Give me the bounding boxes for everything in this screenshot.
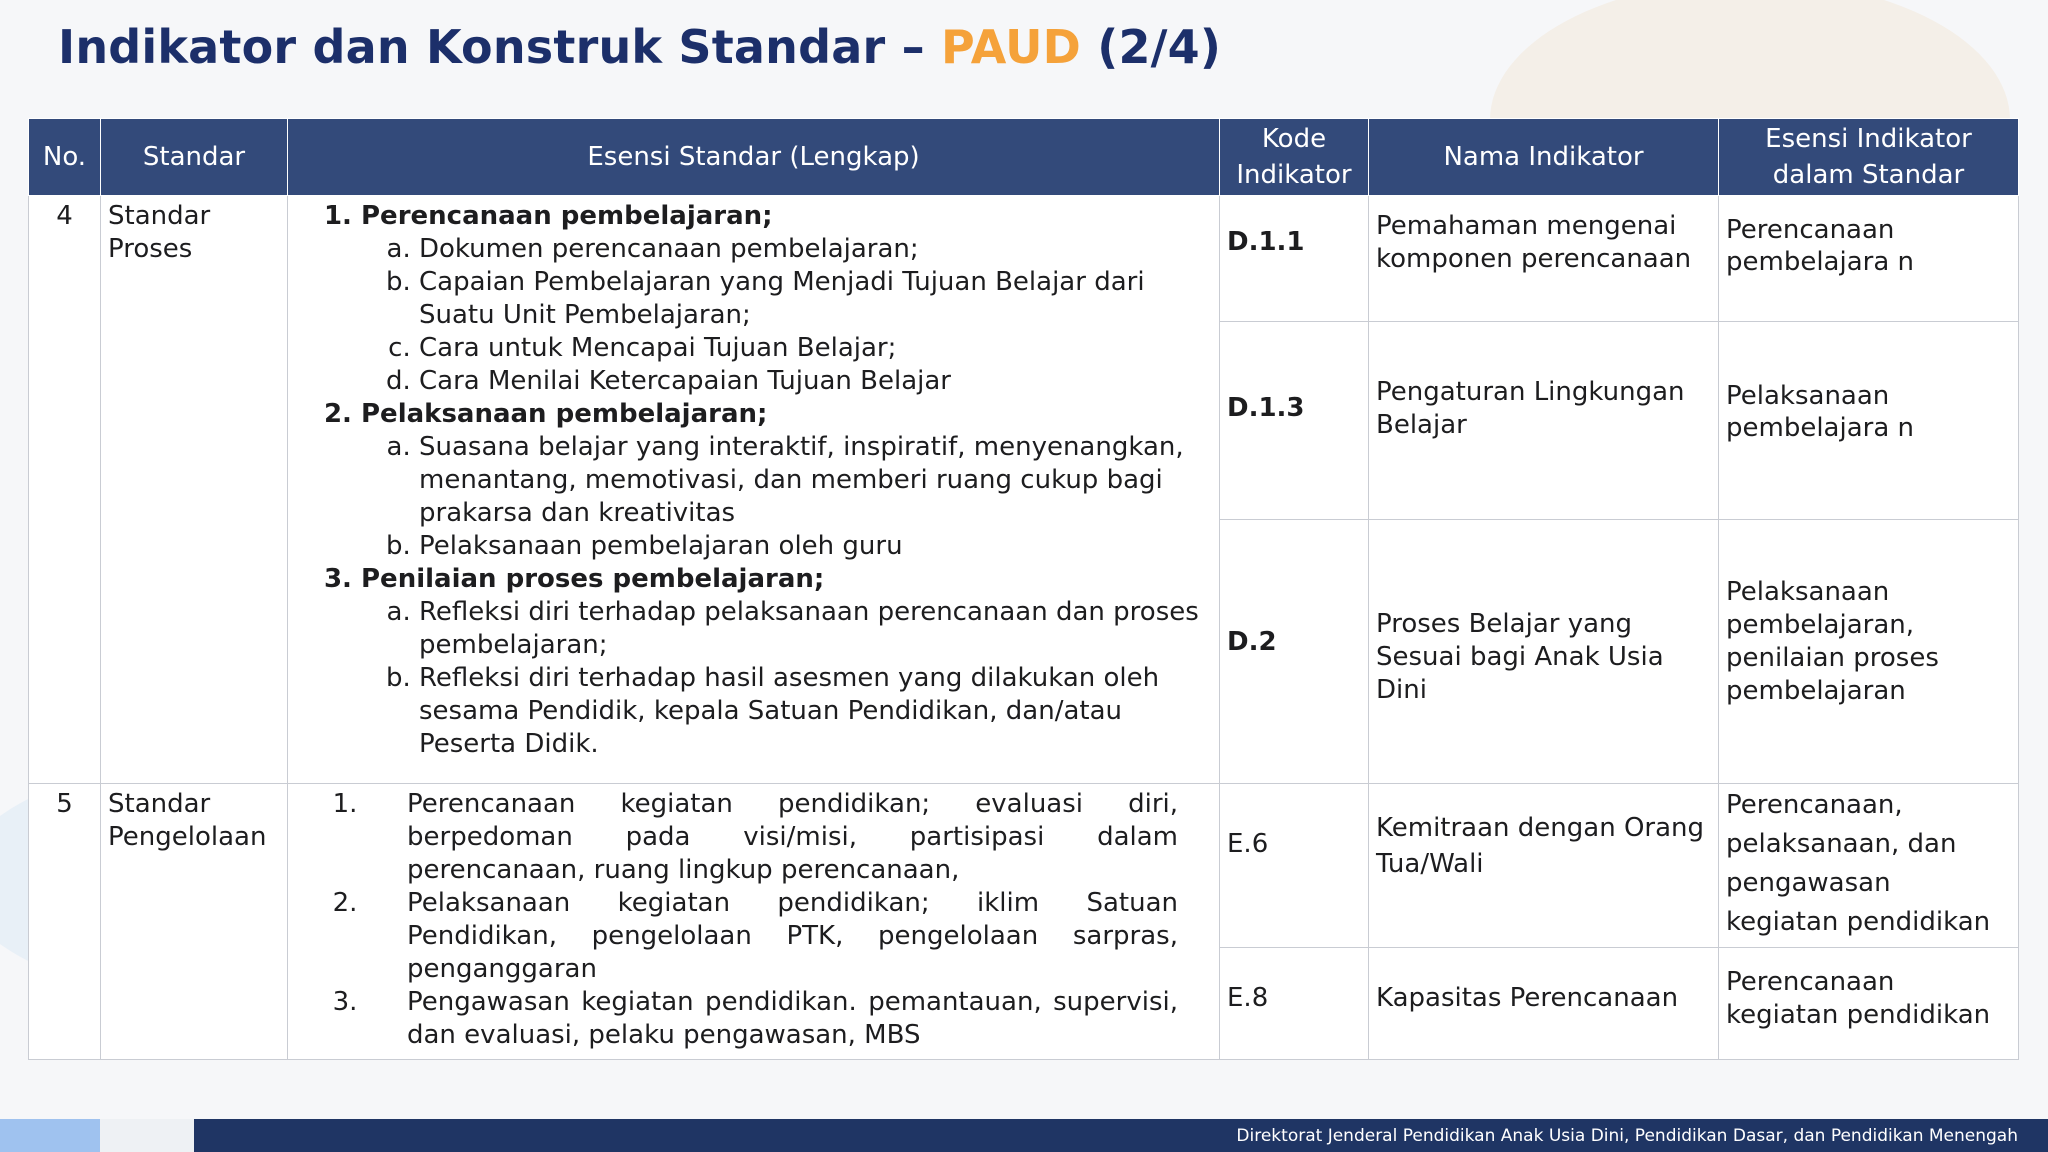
kode-indikator: D.1.3 xyxy=(1220,322,1369,520)
header-standar: Standar xyxy=(101,119,288,196)
list-item: d. Cara Menilai Ketercapaian Tujuan Belajar xyxy=(419,365,1212,398)
esensi-indikator: Perencanaan kegiatan pendidikan xyxy=(1719,948,2019,1060)
nama-indikator: Proses Belajar yang Sesuai bagi Anak Usia Dini xyxy=(1369,520,1719,784)
list-item: c. Cara untuk Mencapai Tujuan Belajar; xyxy=(419,332,1212,365)
header-esensi-standar: Esensi Standar (Lengkap) xyxy=(288,119,1220,196)
header-no: No. xyxy=(29,119,101,196)
esensi-standar-cell xyxy=(288,784,1220,1060)
list-item: b. Pelaksanaan pembelajaran oleh guru xyxy=(419,530,1212,563)
indicator-table xyxy=(28,118,2019,1060)
row-number: 5 xyxy=(29,784,101,1060)
esensi-indikator: Pelaksanaan pembelajara n xyxy=(1719,322,2019,520)
header-esensi-indikator: Esensi Indikator dalam Standar xyxy=(1719,119,2019,196)
list-item: 2. Pelaksanaan pembelajaran; a. Suasana belajar yang interaktif, inspiratif, menyenangkan, menantang, memotivasi, dan memberi ruang cukup bagi prakarsa dan kreativitas b. Pelaksanaan pembelajaran oleh guru xyxy=(361,398,1212,563)
table-row xyxy=(29,784,2019,948)
nama-indikator: Pemahaman mengenai komponen perencanaan xyxy=(1369,196,1719,322)
list-item: a. Refleksi diri terhadap pelaksanaan perencanaan dan proses pembelajaran; xyxy=(419,596,1212,662)
title-accent: PAUD xyxy=(941,20,1082,74)
nama-indikator: Pengaturan Lingkungan Belajar xyxy=(1369,322,1719,520)
header-kode-indikator: Kode Indikator xyxy=(1220,119,1369,196)
esensi-indikator: Perencanaan pembelajara n xyxy=(1719,196,2019,322)
list-item: 3. Pengawasan kegiatan pendidikan. pemantauan, supervisi, dan evaluasi, pelaku pengawasan, MBS xyxy=(407,986,1212,1052)
footer-accent-light xyxy=(0,1119,100,1152)
esensi-indikator: Perencanaan, pelaksanaan, dan pengawasan kegiatan pendidikan xyxy=(1719,784,2019,948)
nama-indikator: Kemitraan dengan Orang Tua/Wali xyxy=(1369,784,1719,948)
list-item: 3. Penilaian proses pembelajaran; a. Refleksi diri terhadap pelaksanaan perencanaan dan proses pembelajaran; b. Refleksi diri terhadap hasil asesmen yang dilakukan oleh sesama Pendidik, kepala Satuan Pendidikan, dan/atau Peserta Didik. xyxy=(361,563,1212,761)
list-item: a. Suasana belajar yang interaktif, inspiratif, menyenangkan, menantang, memotivasi, dan memberi ruang cukup bagi prakarsa dan kreativitas xyxy=(419,431,1212,530)
kode-indikator: D.1.1 xyxy=(1220,196,1369,322)
esensi-standar-cell xyxy=(288,196,1220,784)
kode-indikator: E.8 xyxy=(1220,948,1369,1060)
row-number: 4 xyxy=(29,196,101,784)
esensi-list xyxy=(295,788,1212,1052)
list-item: 2. Pelaksanaan kegiatan pendidikan; iklim Satuan Pendidikan, pengelolaan PTK, pengelolaan sarpras, penganggaran xyxy=(407,887,1212,986)
esensi-list xyxy=(295,200,1212,761)
header-nama-indikator: Nama Indikator xyxy=(1369,119,1719,196)
table-header-row xyxy=(29,119,2019,196)
list-item: a. Dokumen perencanaan pembelajaran; xyxy=(419,233,1212,266)
footer-accent-pale xyxy=(100,1119,194,1152)
list-item: 1. Perencanaan pembelajaran; a. Dokumen perencanaan pembelajaran; b. Capaian Pembelajaran yang Menjadi Tujuan Belajar dari Suatu Unit Pembelajaran; c. Cara untuk Mencapai Tujuan Belajar; d. Cara Menilai Ketercapaian Tujuan Belajar xyxy=(361,200,1212,398)
nama-indikator: Kapasitas Perencanaan xyxy=(1369,948,1719,1060)
list-item: 1. Perencanaan kegiatan pendidikan; evaluasi diri, berpedoman pada visi/misi, partisipasi dalam perencanaan, ruang lingkup perencanaan, xyxy=(407,788,1212,887)
list-item: b. Refleksi diri terhadap hasil asesmen yang dilakukan oleh sesama Pendidik, kepala Satuan Pendidikan, dan/atau Peserta Didik. xyxy=(419,662,1212,761)
footer-text: Direktorat Jenderal Pendidikan Anak Usia Dini, Pendidikan Dasar, dan Pendidikan Menengah xyxy=(1236,1126,2018,1146)
table-row xyxy=(29,196,2019,322)
kode-indikator: D.2 xyxy=(1220,520,1369,784)
list-item: b. Capaian Pembelajaran yang Menjadi Tujuan Belajar dari Suatu Unit Pembelajaran; xyxy=(419,266,1212,332)
esensi-indikator: Pelaksanaan pembelajaran, penilaian proses pembelajaran xyxy=(1719,520,2019,784)
page-title: Indikator dan Konstruk Standar – PAUD (2/4) xyxy=(58,20,1222,74)
standar-name: Standar Pengelolaan xyxy=(101,784,288,1060)
standar-name: Standar Proses xyxy=(101,196,288,784)
kode-indikator: E.6 xyxy=(1220,784,1369,948)
